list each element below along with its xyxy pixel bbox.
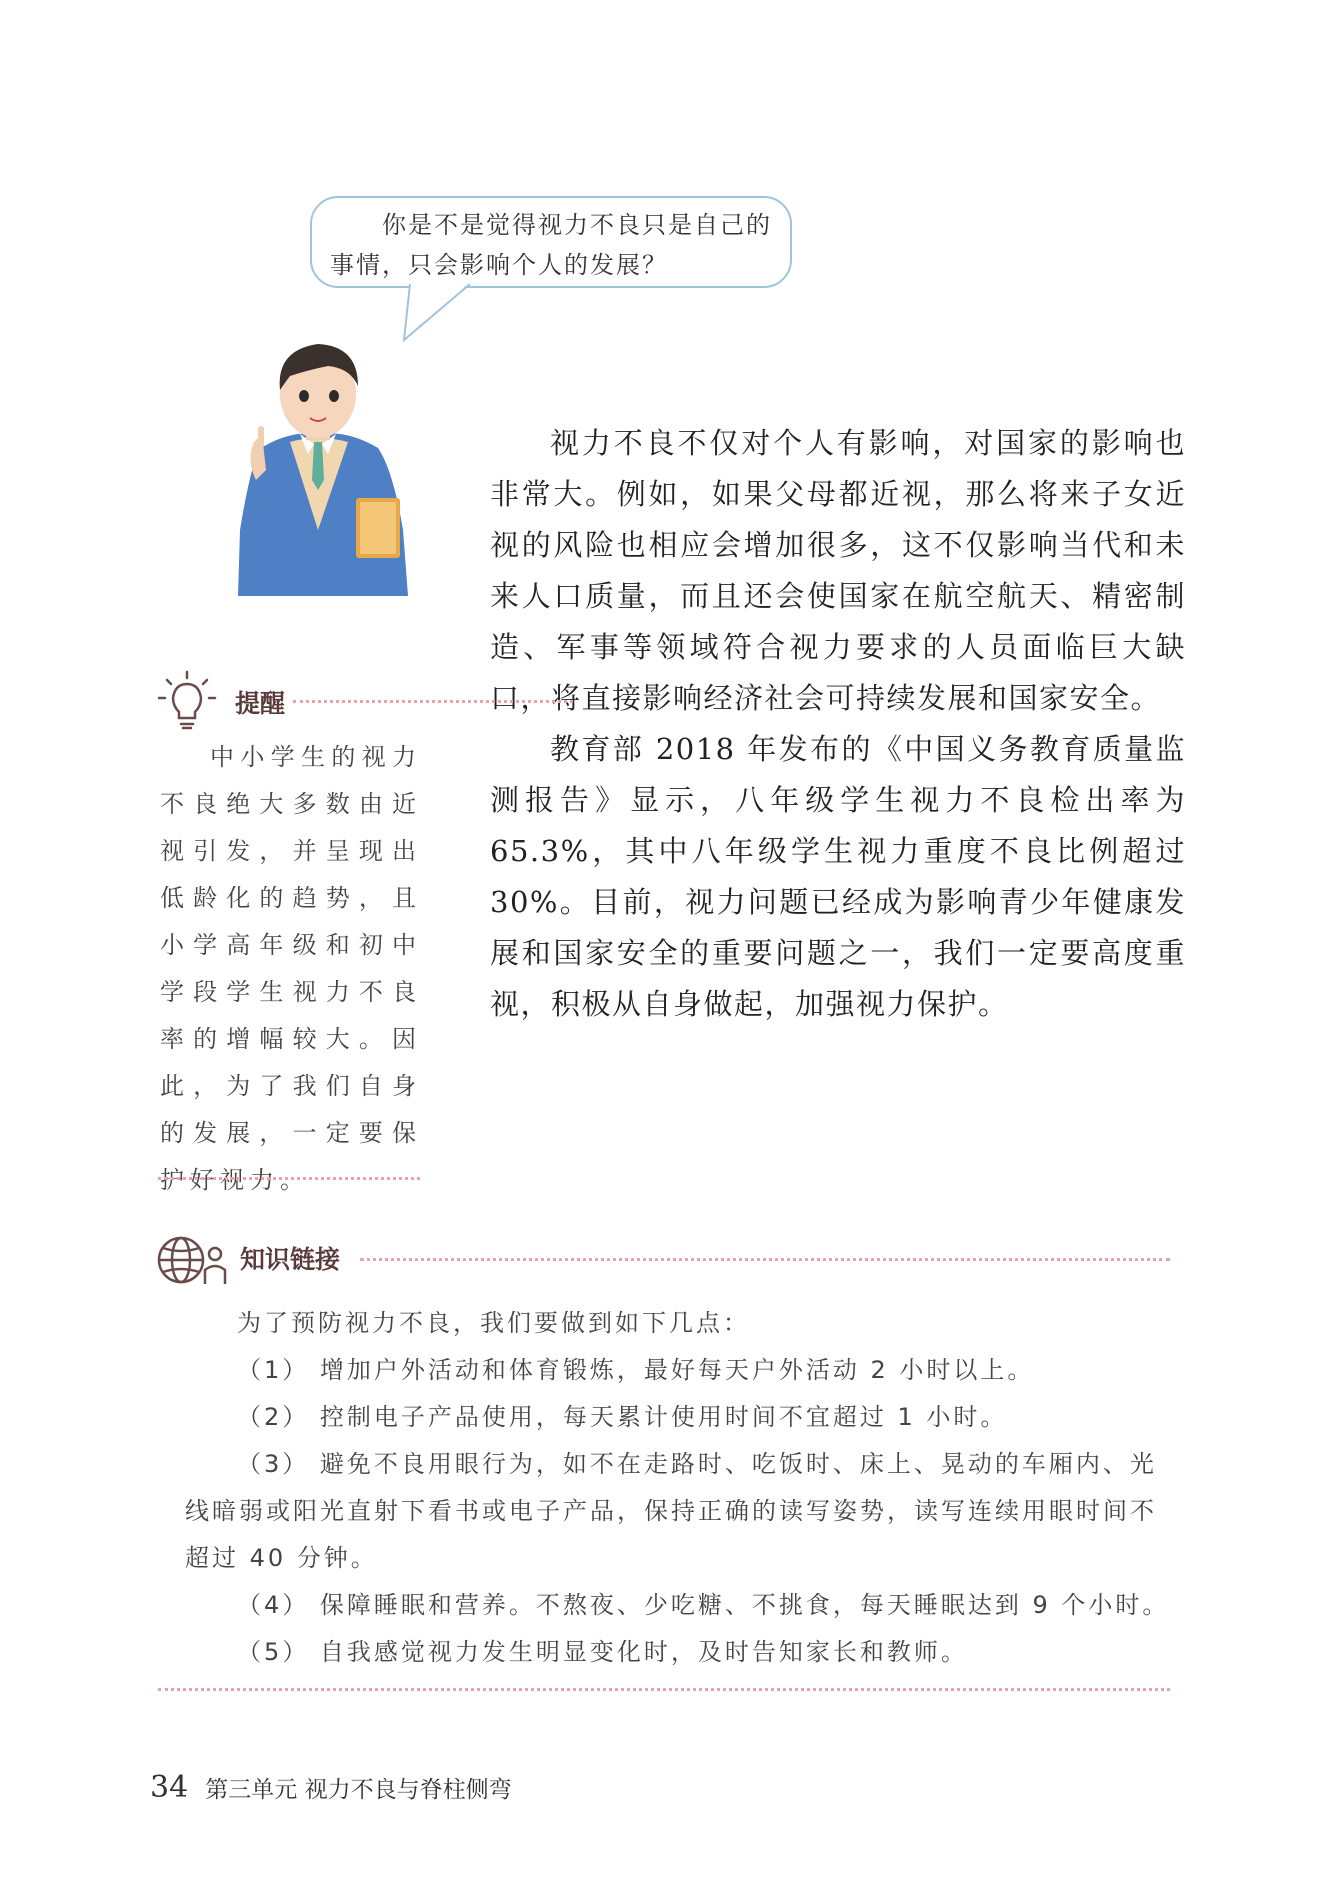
knowledge-divider xyxy=(360,1258,1170,1261)
main-article xyxy=(490,418,1186,1030)
speech-bubble-text xyxy=(330,205,780,285)
lightbulb-icon xyxy=(155,670,219,734)
knowledge-item-3: （3） 避免不良用眼行为，如不在走路时、吃饭时、床上、晃动的车厢内、光线暗弱或阳光直射下看书或电子产品，保持正确的读写姿势，读写连续用眼时间不超过 40 分钟。 xyxy=(185,1450,1157,1572)
teacher-illustration xyxy=(218,330,418,596)
chapter-title: 第三单元 视力不良与脊柱侧弯 xyxy=(205,1777,512,1803)
main-paragraph-2: 教育部 2018 年发布的《中国义务教育质量监测报告》显示，八年级学生视力不良检出率为 65.3%，其中八年级学生视力重度不良比例超过 30%。目前，视力问题已经成为影响青少年健康发展和国家安全的重要问题之一，我们一定要高度重视，积极从自身做起，加强视力保护。 xyxy=(490,732,1186,1021)
tip-title: 提醒 xyxy=(235,689,286,718)
bubble-line-2: 事情，只会影响个人的发展？ xyxy=(330,251,668,279)
tip-bottom-divider xyxy=(158,1177,420,1180)
page-footer xyxy=(150,1770,512,1805)
speech-bubble-tail xyxy=(380,282,500,342)
bubble-line-1: 你是不是觉得视力不良只是自己的 xyxy=(382,211,772,239)
globe-person-icon xyxy=(155,1232,231,1288)
knowledge-item-4: （4） 保障睡眠和营养。不熬夜、少吃糖、不挑食，每天睡眠达到 9 个小时。 xyxy=(237,1591,1170,1619)
main-paragraph-1: 视力不良不仅对个人有影响，对国家的影响也非常大。例如，如果父母都近视，那么将来子女近视的风险也相应会增加很多，这不仅影响当代和未来人口质量，而且还会使国家在航空航天、精密制造、军事等领域符合视力要求的人员面临巨大缺口，将直接影响经济社会可持续发展和国家安全。 xyxy=(490,426,1186,715)
knowledge-body xyxy=(185,1300,1170,1676)
knowledge-intro: 为了预防视力不良，我们要做到如下几点： xyxy=(237,1309,750,1337)
knowledge-item-5: （5） 自我感觉视力发生明显变化时，及时告知家长和教师。 xyxy=(237,1638,968,1666)
knowledge-bottom-divider xyxy=(158,1688,1170,1691)
knowledge-title: 知识链接 xyxy=(240,1245,341,1274)
page-number: 34 xyxy=(150,1770,189,1805)
knowledge-item-2: （2） 控制电子产品使用，每天累计使用时间不宜超过 1 小时。 xyxy=(237,1403,1008,1431)
tip-body: 中小学生的视力不良绝大多数由近视引发，并呈现出低龄化的趋势，且小学高年级和初中学段学生视力不良率的增幅较大。因此，为了我们自身的发展，一定要保护好视力。 xyxy=(160,743,422,1194)
tip-divider xyxy=(293,700,573,703)
knowledge-item-1: （1） 增加户外活动和体育锻炼，最好每天户外活动 2 小时以上。 xyxy=(237,1356,1035,1384)
tip-header xyxy=(155,670,425,734)
